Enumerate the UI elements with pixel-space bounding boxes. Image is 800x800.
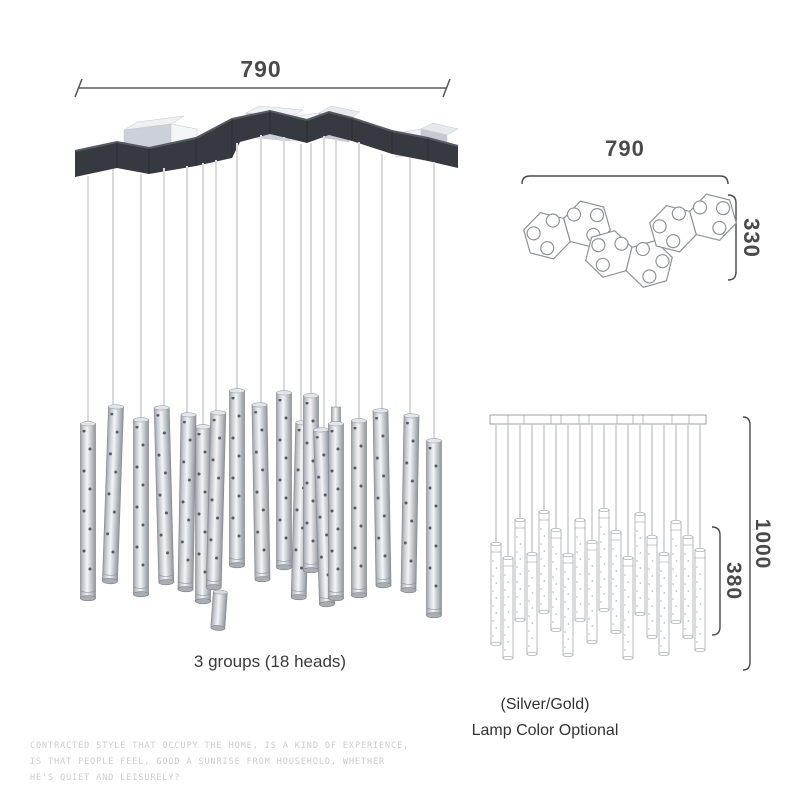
watermark-line-2: IS THAT PEOPLE FEEL, GOOD A SUNRISE FROM HOUSEHOLD, WHETHER [30,757,386,767]
canopy-top-view [520,176,739,292]
dimension-label-tube-length: 380 [722,561,745,601]
caption-groups-heads: 3 groups (18 heads) [193,652,347,671]
side-view [490,415,750,670]
tube-top-cap [332,407,341,423]
caption-color-option: (Silver/Gold) [500,696,590,713]
watermark-line-1: CONTRACTED STYLE THAT OCCUPY THE HOME, IS A KIND OF EXPERIENCE, [30,741,410,751]
dimension-label-main-width: 790 [240,56,282,82]
canopy [75,111,458,177]
dimension-label-canopy-width: 790 [605,136,645,161]
watermark-line-3: HE'S QUIET AND LEISURELY? [30,773,181,783]
hanging-tubes [81,389,442,631]
dimension-label-drop-height: 1000 [751,518,774,570]
suspension-wires [88,135,434,439]
tube-joint-piece [211,590,228,631]
dimension-label-canopy-depth: 330 [739,218,764,258]
caption-lamp-color-optional: Lamp Color Optional [471,722,619,739]
